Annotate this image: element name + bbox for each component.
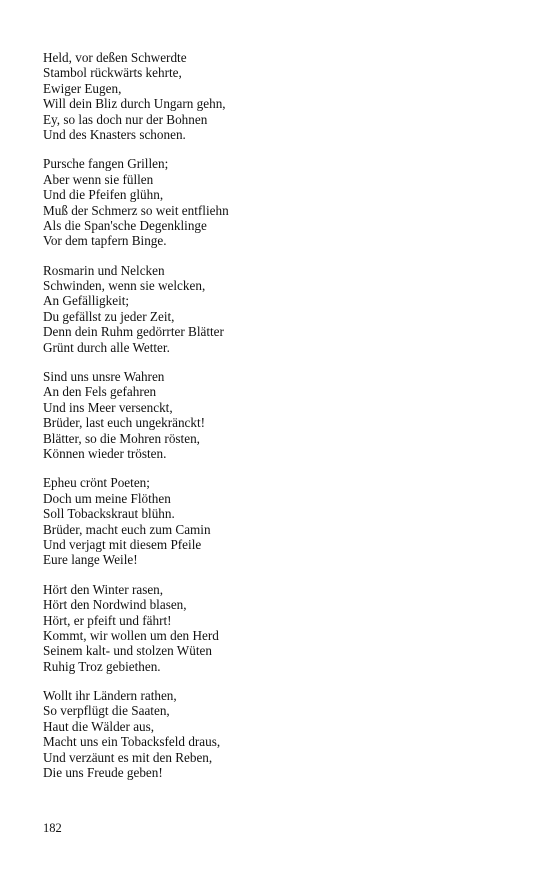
poem-line: Hört, er pfeift und fährt!: [43, 612, 172, 628]
poem-line: Soll Tobackskraut blühn.: [43, 506, 175, 522]
poem-line: Will dein Bliz durch Ungarn gehn,: [43, 96, 226, 112]
poem-line: Wollt ihr Ländern rathen,: [43, 688, 177, 704]
poem-line: Und die Pfeifen glühn,: [43, 187, 164, 203]
poem-line: Hört den Nordwind blasen,: [43, 597, 187, 613]
poem-line: Und verzäunt es mit den Reben,: [43, 749, 213, 765]
poem-line: Du gefällst zu jeder Zeit,: [43, 308, 175, 324]
poem-line: Macht uns ein Tobacksfeld draus,: [43, 734, 221, 750]
poem-line: Rosmarin und Nelcken: [43, 262, 165, 278]
poem-line: Brüder, macht euch zum Camin: [43, 521, 211, 537]
poem-line: Ruhig Troz gebiethen.: [43, 658, 161, 674]
poem-line: Sind uns unsre Wahren: [43, 369, 165, 385]
poem-line: Blätter, so die Mohren rösten,: [43, 430, 200, 446]
poem-line: Haut die Wälder aus,: [43, 718, 155, 734]
poem-line: Und verjagt mit diesem Pfeile: [43, 536, 202, 552]
poem-line: Ey, so las doch nur der Bohnen: [43, 111, 208, 127]
stanza-5: [43, 475, 503, 567]
poem: [43, 50, 503, 794]
poem-line: Epheu crönt Poeten;: [43, 475, 150, 491]
poem-line: So verpflügt die Saaten,: [43, 703, 170, 719]
poem-line: Denn dein Ruhm gedörrter Blätter: [43, 324, 224, 340]
poem-line: Als die Span'sche Degenklinge: [43, 217, 207, 233]
poem-line: Held, vor deßen Schwerdte: [43, 50, 187, 65]
poem-line: Kommt, wir wollen um den Herd: [43, 627, 219, 643]
poem-line: Doch um meine Flöthen: [43, 490, 171, 506]
poem-line: Eure lange Weile!: [43, 552, 138, 568]
poem-line: Und ins Meer versenckt,: [43, 399, 173, 415]
poem-line: Brüder, last euch ungekränckt!: [43, 415, 206, 431]
stanza-1: [43, 50, 503, 142]
poem-line: Aber wenn sie füllen: [43, 171, 154, 187]
page-number: 182: [43, 821, 62, 835]
poem-line: An den Fels gefahren: [43, 384, 157, 400]
stanza-7: [43, 688, 503, 780]
poem-line: Ewiger Eugen,: [43, 80, 122, 96]
poem-line: Die uns Freude geben!: [43, 765, 163, 781]
poem-line: Seinem kalt- und stolzen Wüten: [43, 643, 212, 659]
poem-line: Und des Knasters schonen.: [43, 126, 186, 142]
stanza-6: [43, 582, 503, 674]
poem-line: Muß der Schmerz so weit entfliehn: [43, 202, 229, 218]
poem-line: Schwinden, wenn sie welcken,: [43, 278, 206, 294]
stanza-4: [43, 369, 503, 461]
poem-line: Hört den Winter rasen,: [43, 581, 164, 597]
poem-line: Vor dem tapfern Binge.: [43, 233, 167, 249]
stanza-3: [43, 263, 503, 355]
poem-line: An Gefälligkeit;: [43, 293, 130, 309]
poem-line: Stambol rückwärts kehrte,: [43, 65, 182, 81]
poem-line: Pursche fangen Grillen;: [43, 156, 169, 172]
stanza-2: [43, 156, 503, 248]
poem-line: Können wieder trösten.: [43, 445, 167, 461]
poem-line: Grünt durch alle Wetter.: [43, 339, 170, 355]
